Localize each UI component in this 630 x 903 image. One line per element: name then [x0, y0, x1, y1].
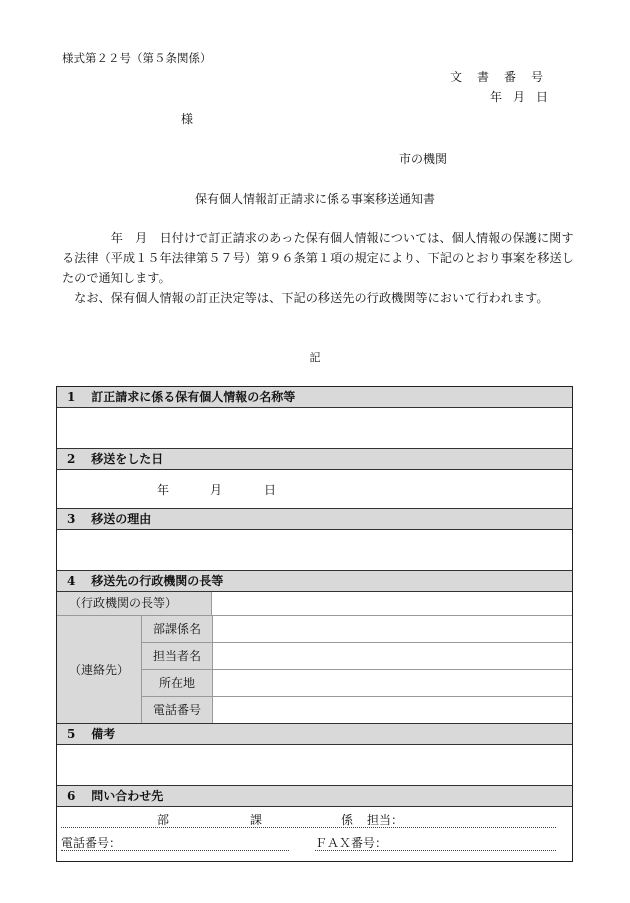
person-row — [142, 643, 572, 670]
sender-agency: 市の機関 — [399, 152, 448, 166]
section-1-number: 1 — [67, 390, 76, 404]
section-1-header — [57, 387, 572, 408]
body-paragraph-2: なお、保有個人情報の訂正決定等は、下記の移送先の行政機関等において行われます。 — [62, 291, 549, 305]
section-2-label: 移送をした日 — [91, 452, 164, 466]
section-6-field — [57, 807, 572, 861]
section-5-number: 5 — [67, 727, 76, 741]
section-4-grid — [57, 592, 572, 724]
section-5-label: 備考 — [91, 727, 116, 741]
section-1-label: 訂正請求に係る保有個人情報の名称等 — [91, 390, 296, 404]
section-3-field[interactable] — [57, 530, 572, 571]
inquiry-line-1[interactable] — [61, 809, 556, 828]
body-paragraph-1: 年 月 日付けで訂正請求のあった保有個人情報については、個人情報の保護に関する法律（平成１５年法律第５７号）第９６条第１項の規定により、下記のとおり事案を移送したので通知します。 — [62, 231, 574, 285]
form-table — [56, 386, 573, 862]
person-field[interactable] — [213, 643, 572, 669]
document-title: 保有個人情報訂正請求に係る事案移送通知書 — [194, 192, 435, 206]
dept-label: 部課係名 — [142, 616, 213, 642]
fax-label: ＦＡＸ番号： — [315, 836, 388, 850]
body-text — [62, 228, 580, 308]
section-2-header — [57, 449, 572, 470]
phone-row — [142, 697, 572, 723]
section-5-header — [57, 724, 572, 745]
section-5-field[interactable] — [57, 745, 572, 786]
bu-label: 部 — [157, 813, 170, 827]
contact-block — [57, 616, 572, 723]
kakari-label: 係 — [341, 813, 354, 827]
tanto-label: 担当： — [367, 813, 404, 827]
address-row — [142, 670, 572, 697]
section-3-label: 移送の理由 — [91, 512, 152, 526]
tel-label: 電話番号： — [61, 836, 122, 850]
section-4-number: 4 — [67, 574, 76, 588]
ka-label: 課 — [250, 813, 263, 827]
dept-row — [142, 616, 572, 643]
contact-label: （連絡先） — [57, 616, 142, 723]
section-4-header — [57, 571, 572, 592]
form-number: 様式第２２号（第５条関係） — [62, 51, 212, 65]
dept-field[interactable] — [213, 616, 572, 642]
phone-label: 電話番号 — [142, 697, 213, 723]
section-3-header — [57, 509, 572, 530]
section-3-number: 3 — [67, 512, 76, 526]
person-label: 担当者名 — [142, 643, 213, 669]
section-2-date-field[interactable] — [57, 470, 572, 509]
ki-heading: 記 — [309, 351, 321, 364]
section-4-label: 移送先の行政機関の長等 — [91, 574, 224, 588]
address-label: 所在地 — [142, 670, 213, 696]
contact-rows — [142, 616, 572, 723]
document-number-label: 文書番号 — [450, 70, 559, 84]
agency-head-field[interactable] — [212, 592, 572, 615]
month-label: 月 — [210, 483, 223, 497]
agency-head-row — [57, 592, 572, 616]
agency-head-label: （行政機関の長等） — [57, 592, 212, 615]
year-label: 年 — [157, 483, 170, 497]
section-2-number: 2 — [67, 452, 76, 466]
date-label: 年月日 — [490, 90, 560, 104]
section-6-header — [57, 786, 572, 807]
addressee-suffix: 様 — [181, 112, 194, 126]
section-6-number: 6 — [67, 789, 76, 803]
phone-field[interactable] — [213, 697, 572, 723]
day-label: 日 — [264, 483, 277, 497]
section-1-field[interactable] — [57, 408, 572, 449]
section-6-label: 問い合わせ先 — [91, 789, 164, 803]
address-field[interactable] — [213, 670, 572, 696]
